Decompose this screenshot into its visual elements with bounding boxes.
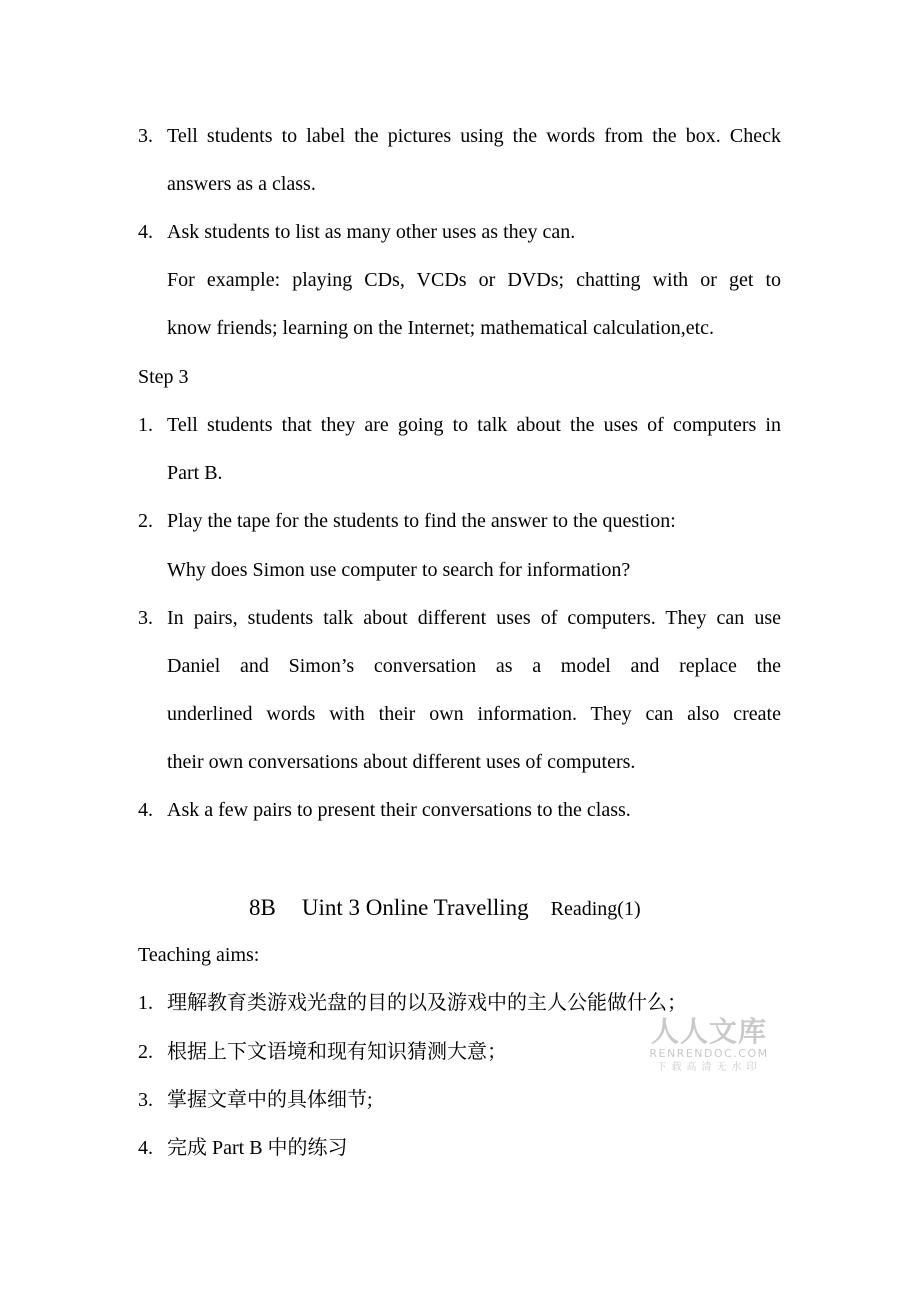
watermark-url: RENRENDOC.COM [649,1047,769,1060]
list-item-text: answers as a class. [167,173,316,195]
list-item-text: underlined words with their own information. They can also create [167,703,781,725]
aim-text: 根据上下文语境和现有知识猜测大意； [167,1041,507,1063]
list-number: 3. [138,607,153,629]
list-number: 2. [138,510,153,532]
aim-text: 完成 Part B 中的练习 [167,1137,348,1159]
list-number: 1. [138,992,153,1014]
watermark-logo: 人人文库 [650,1015,767,1048]
list-number: 3. [138,125,153,147]
list-item-text: Tell students that they are going to talk about the uses of computers in [167,414,781,436]
lesson-title [249,894,641,923]
list-item-text: Daniel and Simon’s conversation as a model and replace the [167,655,781,677]
example-text: know friends; learning on the Internet; mathematical calculation,etc. [167,317,715,339]
title-section: Reading(1) [550,898,641,920]
aim-text: 掌握文章中的具体细节; [167,1089,373,1111]
list-item-text: In pairs, students talk about different uses of computers. They can use [167,607,781,629]
list-item-text: Part B. [167,462,223,484]
list-item-text: their own conversations about different uses of computers. [167,751,636,773]
list-item-text: Ask students to list as many other uses as they can. [167,221,576,243]
list-item-text: Tell students to label the pictures using the words from the box. Check [167,125,781,147]
title-grade: 8B [249,895,276,920]
aims-heading: Teaching aims: [138,944,260,966]
list-number: 2. [138,1041,153,1063]
list-number: 4. [138,221,153,243]
list-item-text: Play the tape for the students to find the answer to the question: [167,510,676,532]
step-heading: Step 3 [138,366,189,388]
example-text: For example: playing CDs, VCDs or DVDs; chatting with or get to [167,269,781,291]
list-number: 1. [138,414,153,436]
list-number: 3. [138,1089,153,1111]
list-item-text: Ask a few pairs to present their conversations to the class. [167,799,631,821]
watermark-tagline: 下载高清无水印 [656,1062,762,1073]
list-number: 4. [138,1137,153,1159]
list-item-text: Why does Simon use computer to search for information? [167,559,631,581]
title-unit: Uint 3 Online Travelling [301,895,529,920]
watermark [646,1017,772,1075]
aim-text: 理解教育类游戏光盘的目的以及游戏中的主人公能做什么； [167,992,687,1014]
list-number: 4. [138,799,153,821]
